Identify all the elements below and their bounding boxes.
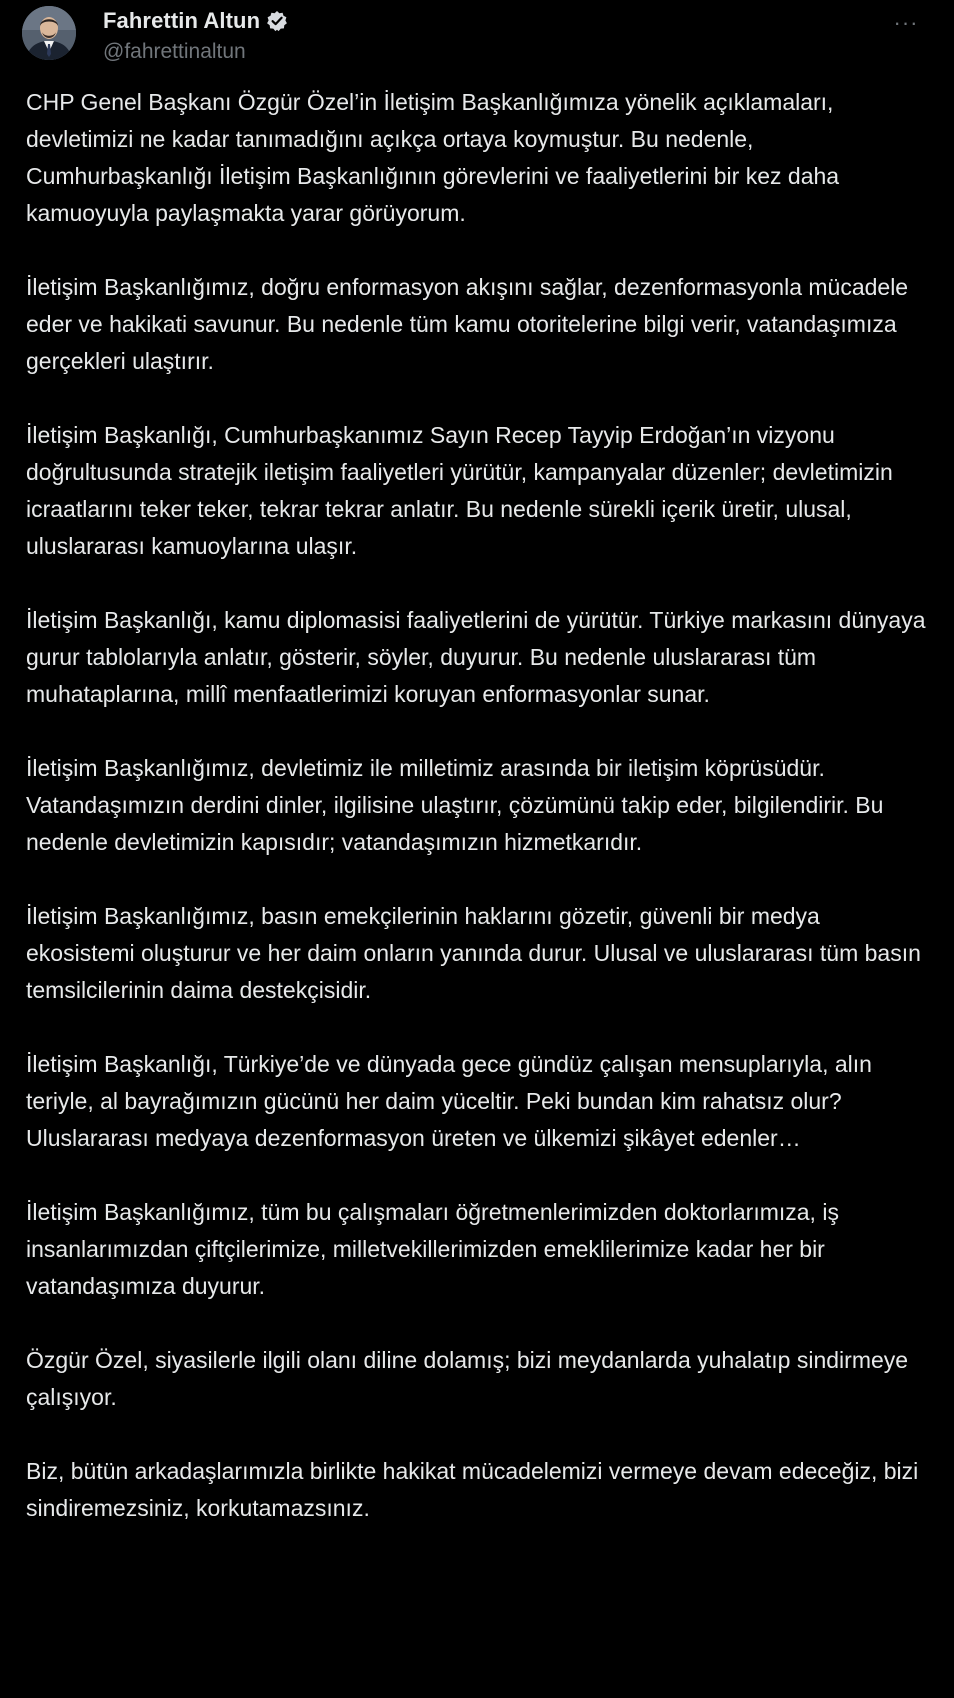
avatar[interactable] [22, 6, 76, 60]
tweet-text [26, 84, 926, 1527]
tweet-paragraph: İletişim Başkanlığımız, basın emekçilerinin haklarını gözetir, güvenli bir medya ekosistemi oluşturur ve her daim onların yanında durur. Ulusal ve uluslararası tüm basın temsilcilerinin daima destekçisidir. [26, 903, 921, 1003]
tweet-paragraph: İletişim Başkanlığı, Türkiye’de ve dünyada gece gündüz çalışan mensuplarıyla, alın teriyle, al bayrağımızın gücünü her daim yüceltir. Peki bundan kim rahatsız olur? Uluslararası medyaya dezenformasyon üreten ve ülkemizi şikâyet edenler… [26, 1051, 872, 1151]
author-handle[interactable]: @fahrettinaltun [103, 40, 246, 63]
tweet-paragraph: CHP Genel Başkanı Özgür Özel’in İletişim Başkanlığımıza yönelik açıklamaları, devletimizi ne kadar tanımadığını açıkça ortaya koymuştur. Bu nedenle, Cumhurbaşkanlığı İletişim Başkanlığının görevlerini ve faaliyetlerini bir kez daha kamuoyuyla paylaşmakta yarar görüyorum. [26, 89, 840, 226]
tweet-paragraph: Biz, bütün arkadaşlarımızla birlikte hakikat mücadelemizi vermeye devam edeceğiz, bizi sindiremezsiniz, korkutamazsınız. [26, 1458, 919, 1521]
tweet-paragraph: İletişim Başkanlığımız, doğru enformasyon akışını sağlar, dezenformasyonla mücadele eder ve hakikati savunur. Bu nedenle tüm kamu otoritelerine bilgi verir, vatandaşımıza gerçekleri ulaştırır. [26, 274, 909, 374]
avatar-portrait-icon [22, 6, 76, 60]
more-options-icon[interactable]: ··· [893, 10, 919, 35]
tweet-header [22, 6, 932, 66]
tweet-paragraph: İletişim Başkanlığımız, tüm bu çalışmaları öğretmenlerimizden doktorlarımıza, iş insanlarımızdan çiftçilerimize, milletvekillerimizden emeklilerimize kadar her bir vatandaşımıza duyurur. [26, 1199, 839, 1299]
tweet-paragraph: Özgür Özel, siyasilerle ilgili olanı diline dolamış; bizi meydanlarda yuhalatıp sindirmeye çalışıyor. [26, 1347, 909, 1410]
author-name[interactable]: Fahrettin Altun [103, 8, 261, 33]
tweet-paragraph: İletişim Başkanlığımız, devletimiz ile milletimiz arasında bir iletişim köprüsüdür. Vatandaşımızın derdini dinler, ilgilisine ulaştırır, çözümünü takip eder, bilgilendirir. Bu nedenle devletimizin kapısıdır; vatandaşımızın hizmetkarıdır. [26, 755, 884, 855]
author-name-row [103, 6, 288, 36]
verified-badge-icon[interactable] [266, 10, 288, 32]
tweet-paragraph: İletişim Başkanlığı, kamu diplomasisi faaliyetlerini de yürütür. Türkiye markasını dünyaya gurur tablolarıyla anlatır, gösterir, söyler, duyurur. Bu nedenle uluslararası tüm muhataplarına, millî menfaatlerimizi koruyan enformasyonlar sunar. [26, 607, 926, 707]
tweet-paragraph: İletişim Başkanlığı, Cumhurbaşkanımız Sayın Recep Tayyip Erdoğan’ın vizyonu doğrultusunda stratejik iletişim faaliyetleri yürütür, kampanyalar düzenler; devletimizin icraatlarını teker teker, tekrar tekrar anlatır. Bu nedenle sürekli içerik üretir, ulusal, uluslararası kamuoylarına ulaşır. [26, 422, 893, 559]
